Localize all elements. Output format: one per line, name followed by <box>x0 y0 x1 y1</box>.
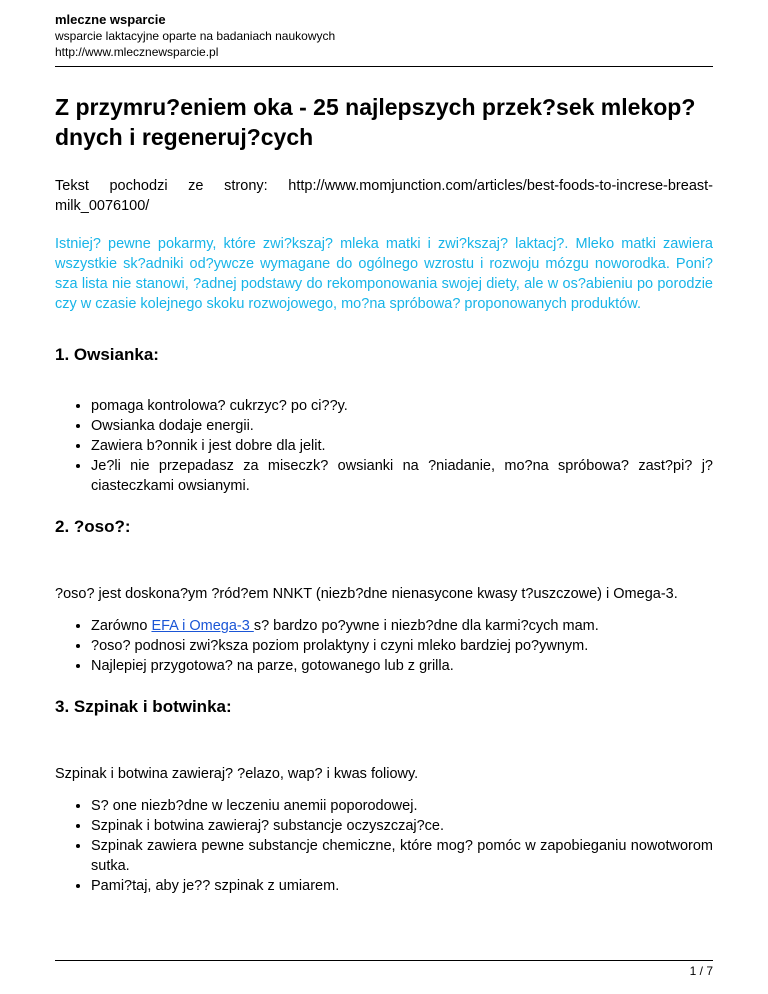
section-list-owsianka <box>55 396 713 496</box>
article-title: Z przymru?eniem oka - 25 najlepszych przek?sek mlekop?dnych i regeneruj?cych <box>55 94 696 150</box>
footer-divider <box>55 960 713 961</box>
list-item: • Pami?taj, aby je?? szpinak z umiarem. <box>91 876 713 896</box>
efa-omega3-link[interactable]: EFA i Omega-3 <box>151 618 254 634</box>
section-heading-szpinak: 3. Szpinak i botwinka: <box>55 697 232 716</box>
site-name: mleczne wsparcie <box>55 12 166 27</box>
section-paragraph-losos: ?oso? jest doskona?ym ?ród?em NNKT (niezb?dne nienasycone kwasy t?uszczowe) i Omega-3. <box>55 586 678 602</box>
section-list-losos <box>55 616 713 676</box>
list-item: • Szpinak i botwina zawieraj? substancje oczyszczaj?ce. <box>91 816 713 836</box>
source-note: Tekst pochodzi ze strony: http://www.momjunction.com/articles/best-foods-to-increse-breast-milk_0076100/ <box>55 178 713 214</box>
page-header <box>55 12 713 60</box>
site-url: http://www.mlecznewsparcie.pl <box>55 45 219 59</box>
header-divider <box>55 66 713 67</box>
list-item: • Owsianka dodaje energii. <box>91 416 713 436</box>
list-item: • S? one niezb?dne w leczeniu anemii poporodowej. <box>91 796 713 816</box>
site-tagline: wsparcie laktacyjne oparte na badaniach naukowych <box>55 29 336 43</box>
list-item: • Zawiera b?onnik i jest dobre dla jelit. <box>91 436 713 456</box>
list-item: • Najlepiej przygotowa? na parze, gotowanego lub z grilla. <box>91 656 713 676</box>
section-heading-losos: 2. ?oso?: <box>55 517 131 536</box>
list-item: • Szpinak zawiera pewne substancje chemiczne, które mog? pomóc w zapobieganiu nowotworom sutka. <box>91 836 713 876</box>
section-heading-owsianka: 1. Owsianka: <box>55 345 159 364</box>
article-body <box>55 86 713 896</box>
list-item-prefix: Zarówno <box>91 618 152 634</box>
list-item: • ?oso? podnosi zwi?ksza poziom prolaktyny i czyni mleko bardziej po?ywnym. <box>91 636 713 656</box>
list-item: • Je?li nie przepadasz za miseczk? owsianki na ?niadanie, mo?na spróbowa? zast?pi? j? ciasteczkami owsianymi. <box>91 456 713 496</box>
section-list-szpinak <box>55 796 713 896</box>
list-item <box>91 616 713 636</box>
page-number: 1 / 7 <box>689 964 713 978</box>
list-item: • pomaga kontrolowa? cukrzyc? po ci??y. <box>91 396 713 416</box>
section-paragraph-szpinak: Szpinak i botwina zawieraj? ?elazo, wap? i kwas foliowy. <box>55 766 419 782</box>
list-item-suffix: s? bardzo po?ywne i niezb?dne dla karmi?cych mam. <box>253 618 599 634</box>
intro-paragraph: Istniej? pewne pokarmy, które zwi?kszaj? mleka matki i zwi?kszaj? laktacj?. Mleko matki zawiera wszystkie sk?adniki od?ywcze wymagane do ogólnego wzrostu i rozwoju mózgu noworodka. Poni?sza lista nie stanowi, ?adnej podstawy do rekomponowania swojej diety, ale w os?abieniu po porodzie czy w czasie kolejnego skoku rozwojowego, mo?na spróbowa? proponowanych produktów. <box>55 236 713 312</box>
